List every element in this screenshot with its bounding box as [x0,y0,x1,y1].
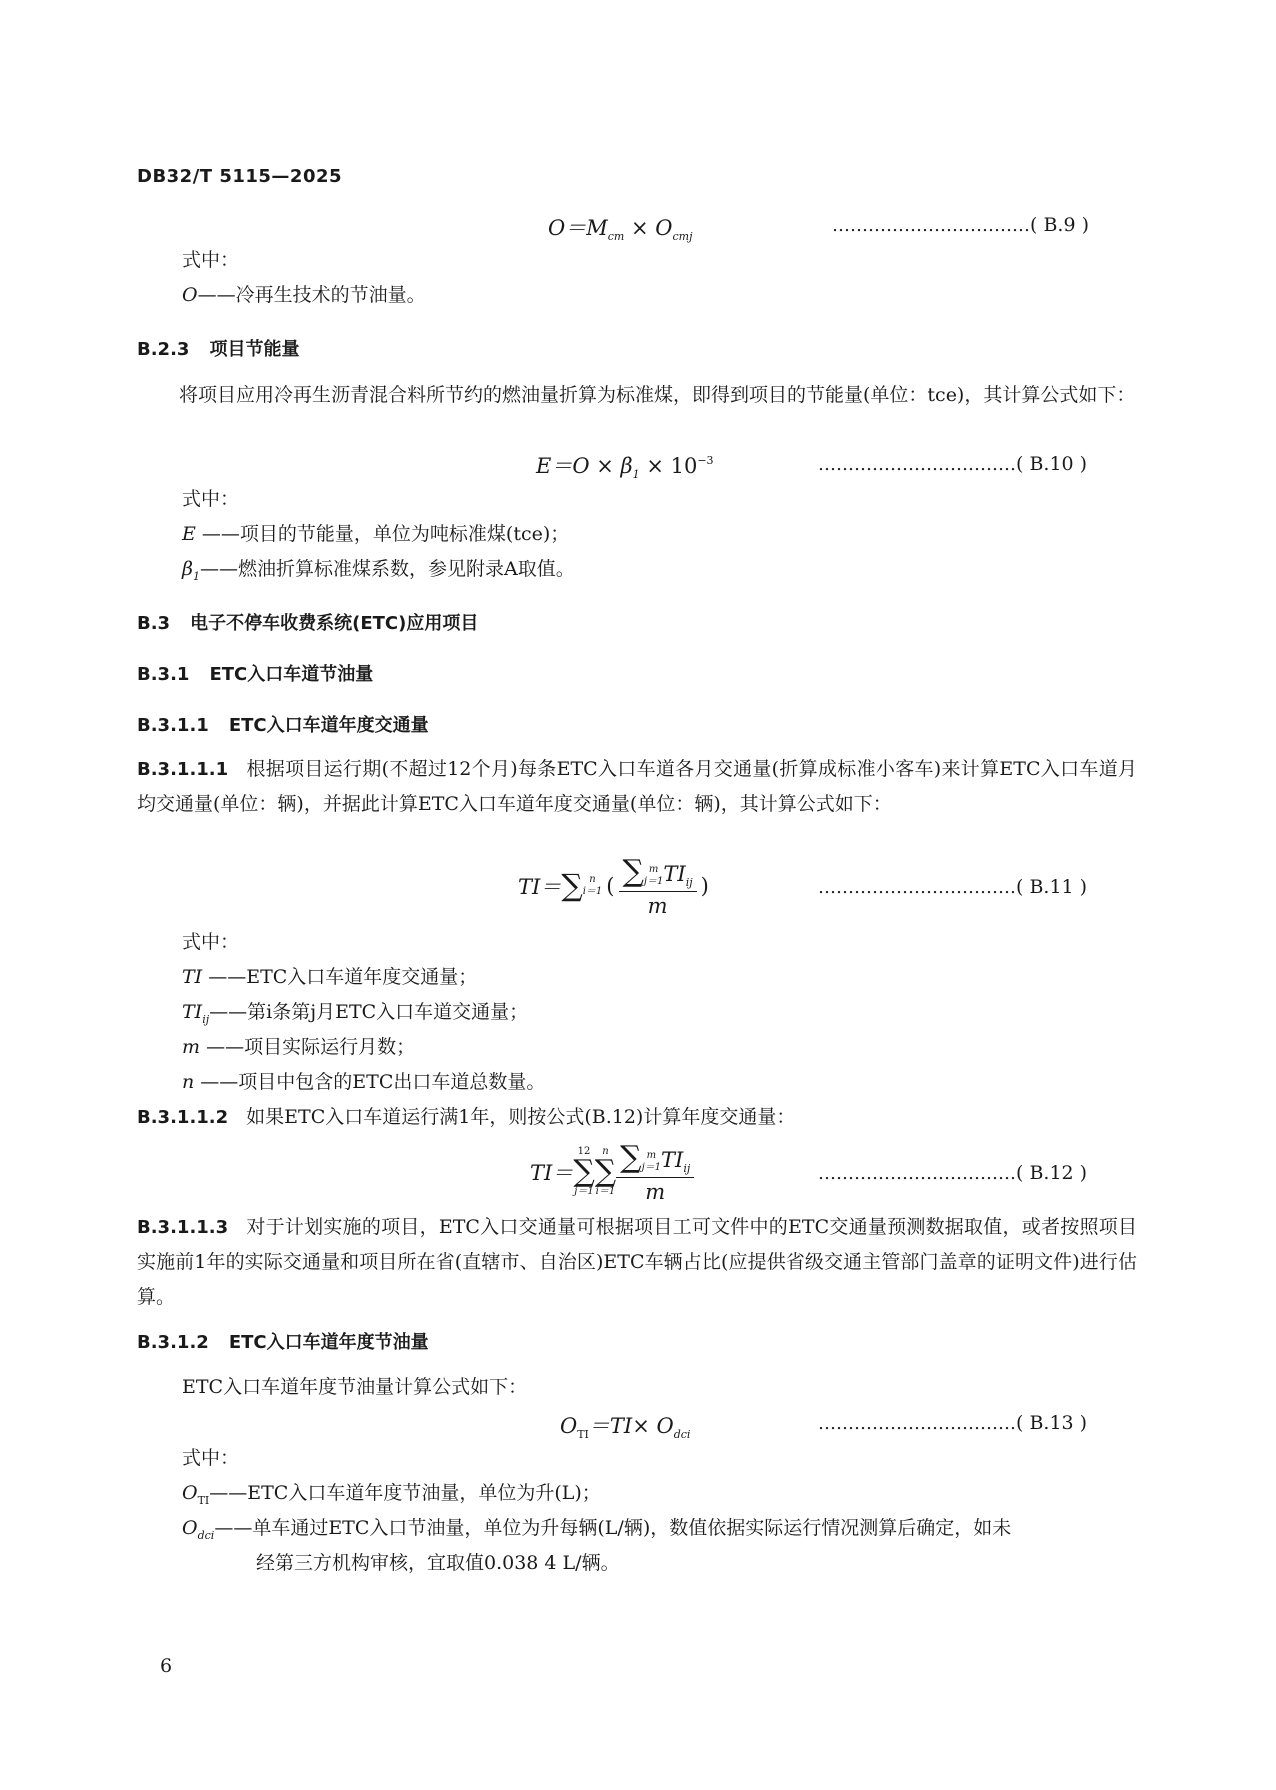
def-beta1: $\beta_1——$燃油折算标准煤系数，参见附录A取值。 [182,558,575,583]
def-E: E ——项目的节能量，单位为吨标准煤(tce)； [182,523,570,545]
formula-b13-tag: ( B.13 ) [1016,1412,1088,1434]
formula-b13: $O_{TI}=TI\times O_{dci}$ [560,1414,691,1441]
def-n: n ——项目中包含的ETC出口车道总数量。 [182,1071,546,1093]
paragraph-b23: 将项目应用冷再生沥青混合料所节约的燃油量折算为标准煤，即得到项目的节能量(单位：tce)，其计算公式如下： [179,384,1136,406]
fraction: ∑ m j＝1 $TI_{ij}$ m [616,1140,694,1204]
formula-b9-leader: ……………………………( B.9 ) [832,214,1089,236]
standard-code: DB32/T 5115—2025 [137,166,343,187]
def-Odci: $O_{dci}——$单车通过ETC入口节油量，单位为升每辆(L/辆)，数值依据实际运行情况测算后确定，如未 [182,1517,1012,1542]
section-b311-heading: B.3.1.1 ETC入口车道年度交通量 [137,715,429,736]
section-b23-heading: B.2.3 项目节能量 [137,339,300,360]
formula-b11-leader: ……………………………( B.11 ) [818,876,1088,898]
fraction: ∑ m j＝1 $TI_{ij}$ m [619,854,697,918]
def-Odci-continued: 经第三方机构审核，宜取值0.038 4 L/辆。 [256,1552,620,1574]
def-m: m ——项目实际运行月数； [182,1036,416,1058]
formula-b12-leader: ……………………………( B.12 ) [818,1162,1088,1184]
formula-b11-tag: ( B.11 ) [1016,876,1088,898]
formula-b13-leader: ……………………………( B.13 ) [818,1412,1088,1434]
formula-b12: TI＝ 12 ∑ j＝1 n ∑ i＝1 ∑ m j＝1 $TI_{ij}$ m [530,1140,694,1204]
formula-b12-tag: ( B.12 ) [1016,1162,1088,1184]
shizhong-label: 式中： [182,249,240,271]
section-b31-heading: B.3.1 ETC入口车道节油量 [137,664,374,685]
section-b3-heading: B.3 电子不停车收费系统(ETC)应用项目 [137,613,479,634]
formula-b10: $E=O \times \beta_1 \times 10^{-3}$ [536,454,714,481]
shizhong-label: 式中： [182,488,240,510]
section-b312-heading: B.3.1.2 ETC入口车道年度节油量 [137,1332,429,1353]
shizhong-label: 式中： [182,931,240,953]
def-OTI: $O_{TI}——ETC$入口车道年度节油量，单位为升(L)； [182,1482,601,1507]
paragraph-b3112: B.3.1.1.2 如果ETC入口车道运行满1年，则按公式(B.12)计算年度交通量： [137,1106,796,1128]
shizhong-label: 式中： [182,1447,240,1469]
paragraph-b3113: B.3.1.1.3 对于计划实施的项目，ETC入口交通量可根据项目工可文件中的ETC交通量预测数据取值，或者按照项目实施前1年的实际交通量和项目所在省(直辖市、自治区)ETC车辆占比(应提供省级交通主管部门盖章的证明文件)进行估算。 [137,1216,1137,1308]
formula-b11: TI＝∑ n i＝1 ( ∑ m j＝1 $TI_{ij}$ m ) [518,854,709,918]
formula-b10-tag: ( B.10 ) [1016,453,1088,475]
page-number: 6 [160,1655,173,1677]
def-TI: TI ——ETC入口车道年度交通量； [182,966,478,988]
def-O: O——冷再生技术的节油量。 [182,284,426,306]
formula-b10-leader: ……………………………( B.10 ) [818,453,1088,475]
def-TIij: $TI_{ij}——$第i条第j月ETC入口车道交通量； [182,1001,529,1026]
formula-b9-tag: ( B.9 ) [1030,214,1089,236]
paragraph-b312: ETC入口车道年度节油量计算公式如下： [182,1376,528,1398]
formula-b9: $O=M_{cm} \times O_{cmj}$ [548,216,693,243]
paragraph-b3111: B.3.1.1.1 根据项目运行期(不超过12个月)每条ETC入口车道各月交通量(折算成标准小客车)来计算ETC入口车道月均交通量(单位：辆)，并据此计算ETC入口车道年度交通量(单位：辆)，其计算公式如下： [137,758,1137,815]
